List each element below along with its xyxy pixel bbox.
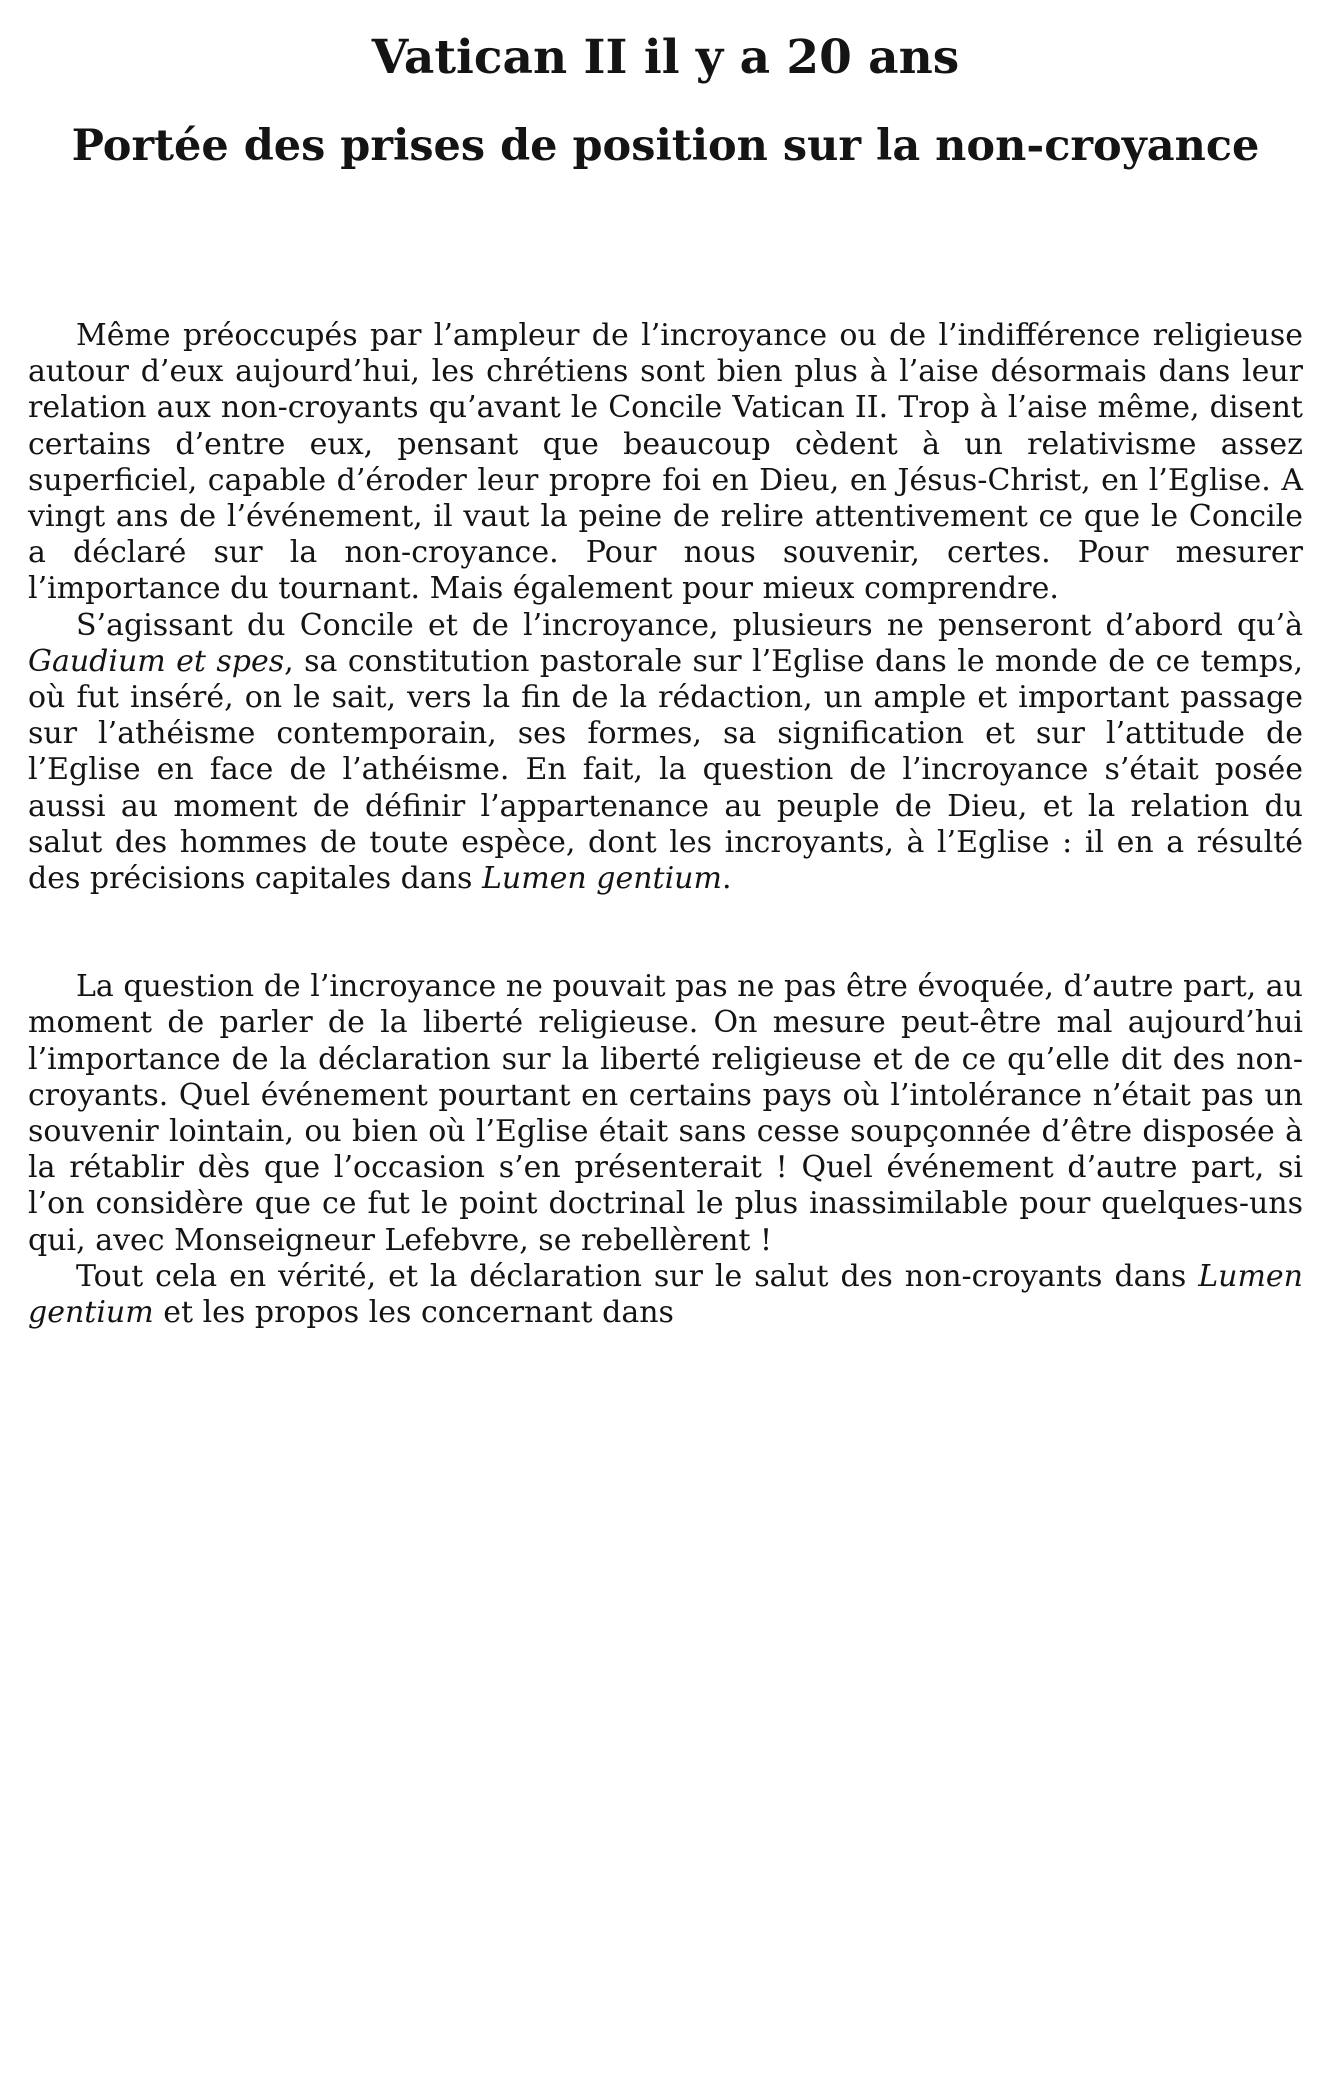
document-subtitle: Portée des prises de position sur la non-croyance: [71, 121, 1260, 171]
paragraph-text: .: [721, 861, 732, 897]
paragraph-text: et les propos les concernant dans: [153, 1295, 674, 1331]
document-title: Vatican II il y a 20 ans: [371, 30, 960, 85]
paragraph-text: S’agissant du Concile et de l’incroyance, plusieurs ne penseront d’abord qu’à: [76, 607, 1303, 643]
paragraph: Même préoccupés par l’ampleur de l’incroyance ou de l’indifférence religieuse autour d’eux aujourd’hui, les chrétiens sont bien plus à l’aise désormais dans leur relation aux non-croyants qu’avant le Concile Vatican II. Trop à l’aise même, disent certains d’entre eux, pensant que beaucoup cèdent à un relativisme assez superficiel, capable d’éroder leur propre foi en Dieu, en Jésus-Christ, en l’Eglise. A vingt ans de l’événement, il vaut la peine de relire attentivement ce que le Concile a déclaré sur la non-croyance. Pour nous souvenir, certes. Pour mesurer l’importance du tournant. Mais également pour mieux comprendre.: [28, 318, 1303, 607]
italic-title: Gaudium et spes: [28, 643, 285, 679]
paragraph: [28, 1259, 1303, 1331]
italic-title: Lumen gentium: [28, 1258, 1303, 1331]
italic-title: Lumen gentium: [481, 861, 722, 897]
paragraph: La question de l’incroyance ne pouvait pas ne pas être évoquée, d’autre part, au moment de parler de la liberté religieuse. On mesure peut-être mal aujourd’hui l’importance de la déclaration sur la liberté religieuse et de ce qu’elle dit des non-croyants. Quel événement pourtant en certains pays où l’intolérance n’était pas un souvenir lointain, ou bien où l’Eglise était sans cesse soupçonnée d’être disposée à la rétablir dès que l’occasion s’en présenterait ! Quel événement d’autre part, si l’on considère que ce fut le point doctrinal le plus inassimilable pour quelques-uns qui, avec Monseigneur Lefebvre, se rebellèrent !: [28, 969, 1303, 1258]
document-page: [28, 0, 1303, 2096]
document-body: [28, 318, 1303, 1331]
paragraph: [28, 608, 1303, 898]
paragraph-text: Tout cela en vérité, et la déclaration sur le salut des non-croyants dans: [76, 1258, 1199, 1294]
paragraph-text: , sa constitution pastorale sur l’Eglise dans le monde de ce temps, où fut inséré, on le sait, vers la fin de la rédaction, un ample et important passage sur l’athéisme contemporain, ses formes, sa signification et sur l’attitude de l’Eglise en face de l’athéisme. En fait, la question de l’incroyance s’était posée aussi au moment de définir l’appartenance au peuple de Dieu, et la relation du salut des hommes de toute espèce, dont les incroyants, à l’Eglise : il en a résulté des précisions capitales dans: [28, 643, 1303, 897]
